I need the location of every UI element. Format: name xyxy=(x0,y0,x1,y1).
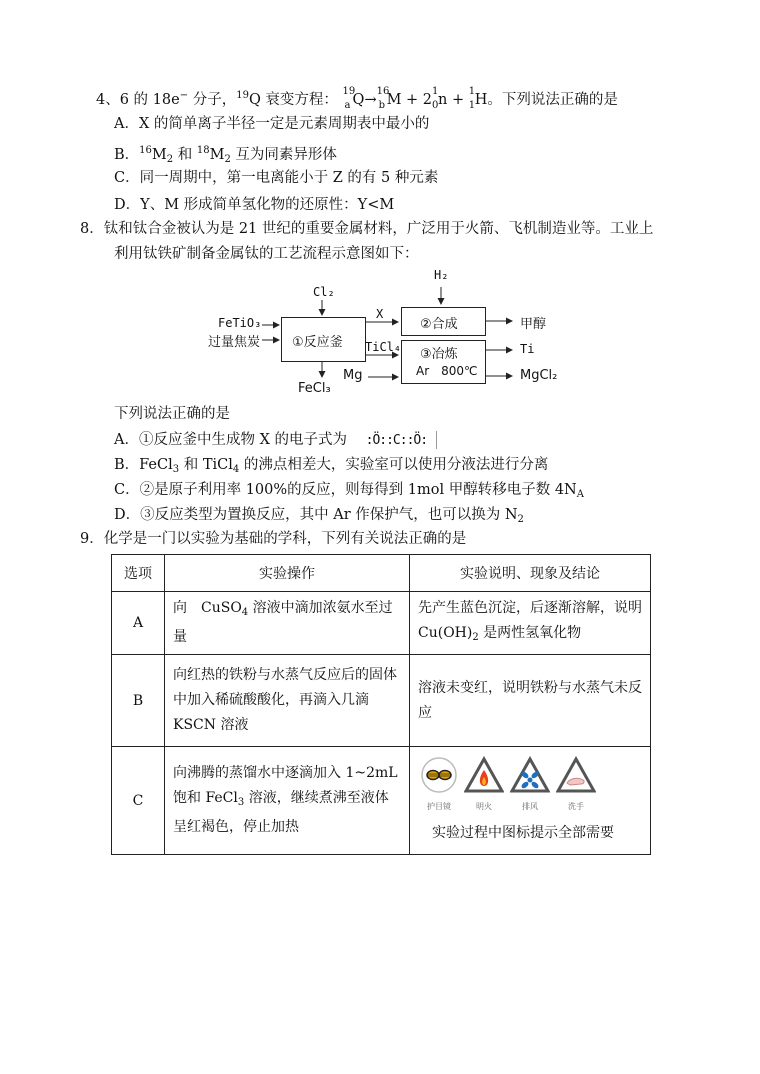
smelting-label: ③冶炼 xyxy=(420,347,458,362)
flow-arrows xyxy=(0,0,760,420)
experiment-table xyxy=(111,554,651,855)
q7-option-a: A．X 的简单离子半径一定是元素周期表中最小的 xyxy=(114,116,430,132)
ticl4-label: TiCl₄ xyxy=(365,340,402,354)
open-flame-icon: 明火 xyxy=(464,756,504,819)
ti-output: Ti xyxy=(520,342,535,356)
header-operation: 实验操作 xyxy=(165,555,410,592)
q8-lead: 下列说法正确的是 xyxy=(114,406,230,422)
formula-divider xyxy=(436,431,437,449)
row-a-option: A xyxy=(112,592,165,655)
table-header-row xyxy=(112,555,651,592)
fecl3-label: FeCl₃ xyxy=(298,381,331,396)
row-c-option: C xyxy=(112,747,165,855)
feedstock-label: FeTiO₃ xyxy=(218,316,262,330)
h2-label: H₂ xyxy=(434,268,449,282)
q7-option-d: D．Y、M 形成简单氢化物的还原性：Y<M xyxy=(114,197,395,213)
reactor-label: ①反应釜 xyxy=(292,335,343,350)
header-option: 选项 xyxy=(112,555,165,592)
q8-option-c: C．②是原子利用率 100%的反应，则每得到 1mol 甲醇转移电子数 $4N_A$ xyxy=(114,482,584,500)
q7-option-c: C．同一周期中，第一电离能小于 Z 的有 5 种元素 xyxy=(114,170,439,186)
row-c-conclusion xyxy=(410,747,651,855)
nuclide-h: 1 1 xyxy=(468,86,476,111)
table-row xyxy=(112,592,651,655)
row-b-operation: 向红热的铁粉与水蒸气反应后的固体中加入稀硫酸酸化，再滴入几滴 KSCN 溶液 xyxy=(165,655,410,747)
nuclide-n: 1 0 xyxy=(432,86,439,111)
row-b-conclusion: 溶液未变红，说明铁粉与水蒸气未反应 xyxy=(410,655,651,747)
header-conclusion: 实验说明、现象及结论 xyxy=(410,555,651,592)
hand-wash-icon: 洗手 xyxy=(556,756,596,819)
co2-electron-formula: :Ö::C::Ö: xyxy=(365,433,428,448)
q9-stem: 9．化学是一门以实验为基础的学科，下列有关说法正确的是 xyxy=(80,531,467,547)
q8-stem-line2: 利用钛铁矿制备金属钛的工艺流程示意图如下： xyxy=(114,246,419,262)
row-c-operation: 向沸腾的蒸馏水中逐滴加入 1~2mL 饱和 FeCl$_3$ 溶液，继续煮沸至液体呈红褐色，停止加热 xyxy=(165,747,410,855)
cl2-label: Cl₂ xyxy=(313,285,335,299)
ventilation-icon: 排风 xyxy=(510,756,550,819)
row-b-option: B xyxy=(112,655,165,747)
row-a-conclusion: 先产生蓝色沉淀，后逐渐溶解，说明 $Cu(OH)_2$ 是两性氢氧化物 xyxy=(410,592,651,655)
q7-option-b: B．$^{16}M_2$ 和 $^{18}M_2$ 互为同素异形体 xyxy=(114,145,337,165)
goggles-icon: 护目镜 xyxy=(420,756,458,819)
x-label: X xyxy=(376,307,384,321)
q8-option-d: D．③反应类型为置换反应，其中 Ar 作保护气，也可以换为 $N_2$ xyxy=(114,507,524,525)
table-row xyxy=(112,655,651,747)
q8-stem-line1: 8．钛和钛合金被认为是 21 世纪的重要金属材料，广泛用于火箭、飞机制造业等。工业上 xyxy=(80,221,654,237)
smelting-conditions: Ar 800℃ xyxy=(416,364,478,378)
q8-option-b: B．FeCl$_3$ 和 TiCl$_4$ 的沸点相差大，实验室可以使用分液法进行分离 xyxy=(114,457,549,475)
coke-label: 过量焦炭 xyxy=(208,335,261,350)
nuclide-a: 19 a xyxy=(342,86,356,111)
row-a-operation: 向 CuSO$_4$ 溶液中滴加浓氨水至过量 xyxy=(165,592,410,655)
q8-option-a: A．①反应釜中生成物 X 的电子式为 :Ö::C::Ö: xyxy=(114,430,437,451)
row-c-conclusion-text: 实验过程中图标提示全部需要 xyxy=(432,824,614,841)
mg-label: Mg xyxy=(343,368,363,383)
table-row xyxy=(112,747,651,855)
nuclide-b: 16 b xyxy=(376,86,390,111)
synthesis-label: ②合成 xyxy=(420,317,458,332)
q7-stem: 4、6 的 18e− 分子，$^{19}$Q 衰变方程： 19 a Q→ 16 b M + 2 1 0 n + 1 1 H。下列说法正确的是 xyxy=(96,86,618,111)
safety-icons xyxy=(420,756,642,819)
methanol-output: 甲醇 xyxy=(520,317,547,332)
mgcl2-output: MgCl₂ xyxy=(520,368,558,383)
